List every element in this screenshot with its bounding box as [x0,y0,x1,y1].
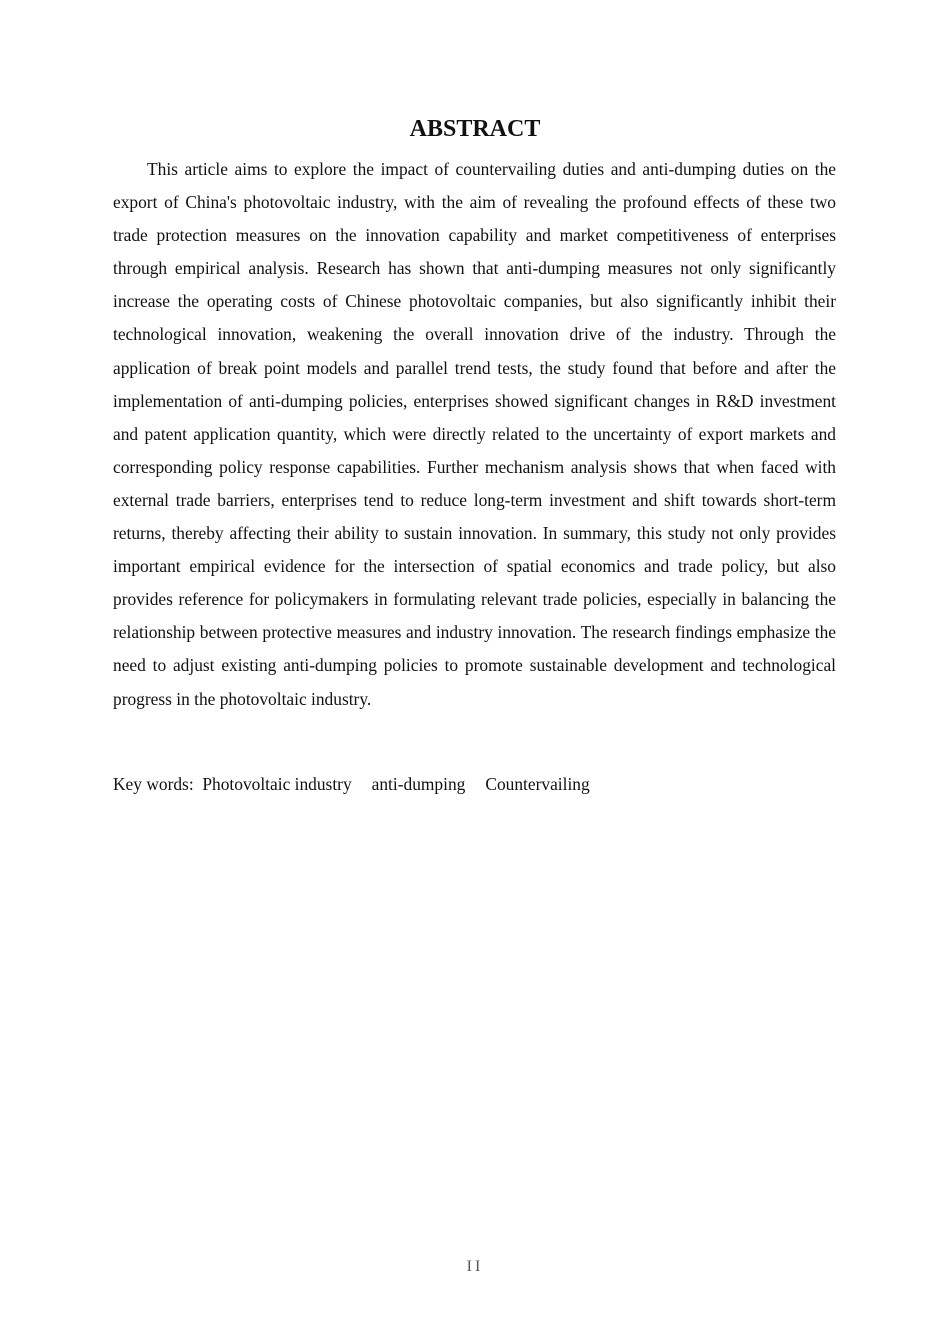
keywords-label: Key words: [113,774,194,794]
keyword-2: anti-dumping [371,774,466,794]
keyword-3: Countervailing [485,774,590,794]
abstract-title: ABSTRACT [409,116,541,142]
abstract-body: This article aims to explore the impact of countervailing duties and anti-dumping duties on the export of China's photovoltaic industry, with the aim of revealing the profound effects of these two trade protection measures on the innovation capability and market competitiveness of enterprises through empirical analysis. Research has shown that anti-dumping measures not only significantly increase the operating costs of Chinese photovoltaic companies, but also significantly inhibit their technological innovation, weakening the overall innovation drive of the industry. Through the application of break point models and parallel trend tests, the study found that before and after the implementation of anti-dumping policies, enterprises showed significant changes in R&D investment and patent application quantity, which were directly related to the uncertainty of export markets and corresponding policy response capabilities. Further mechanism analysis shows that when faced with external trade barriers, enterprises tend to reduce long-term investment and shift towards short-term returns, thereby affecting their ability to sustain innovation. In summary, this study not only provides important empirical evidence for the intersection of spatial economics and trade policy, but also provides reference for policymakers in formulating relevant trade policies, especially in balancing the relationship between protective measures and industry innovation. The research findings emphasize the need to adjust existing anti-dumping policies to promote sustainable development and technological progress in the photovoltaic industry. [113,159,836,709]
keyword-1: Photovoltaic industry [202,774,352,794]
page-number: II [466,1258,484,1275]
keywords-line [113,768,836,800]
